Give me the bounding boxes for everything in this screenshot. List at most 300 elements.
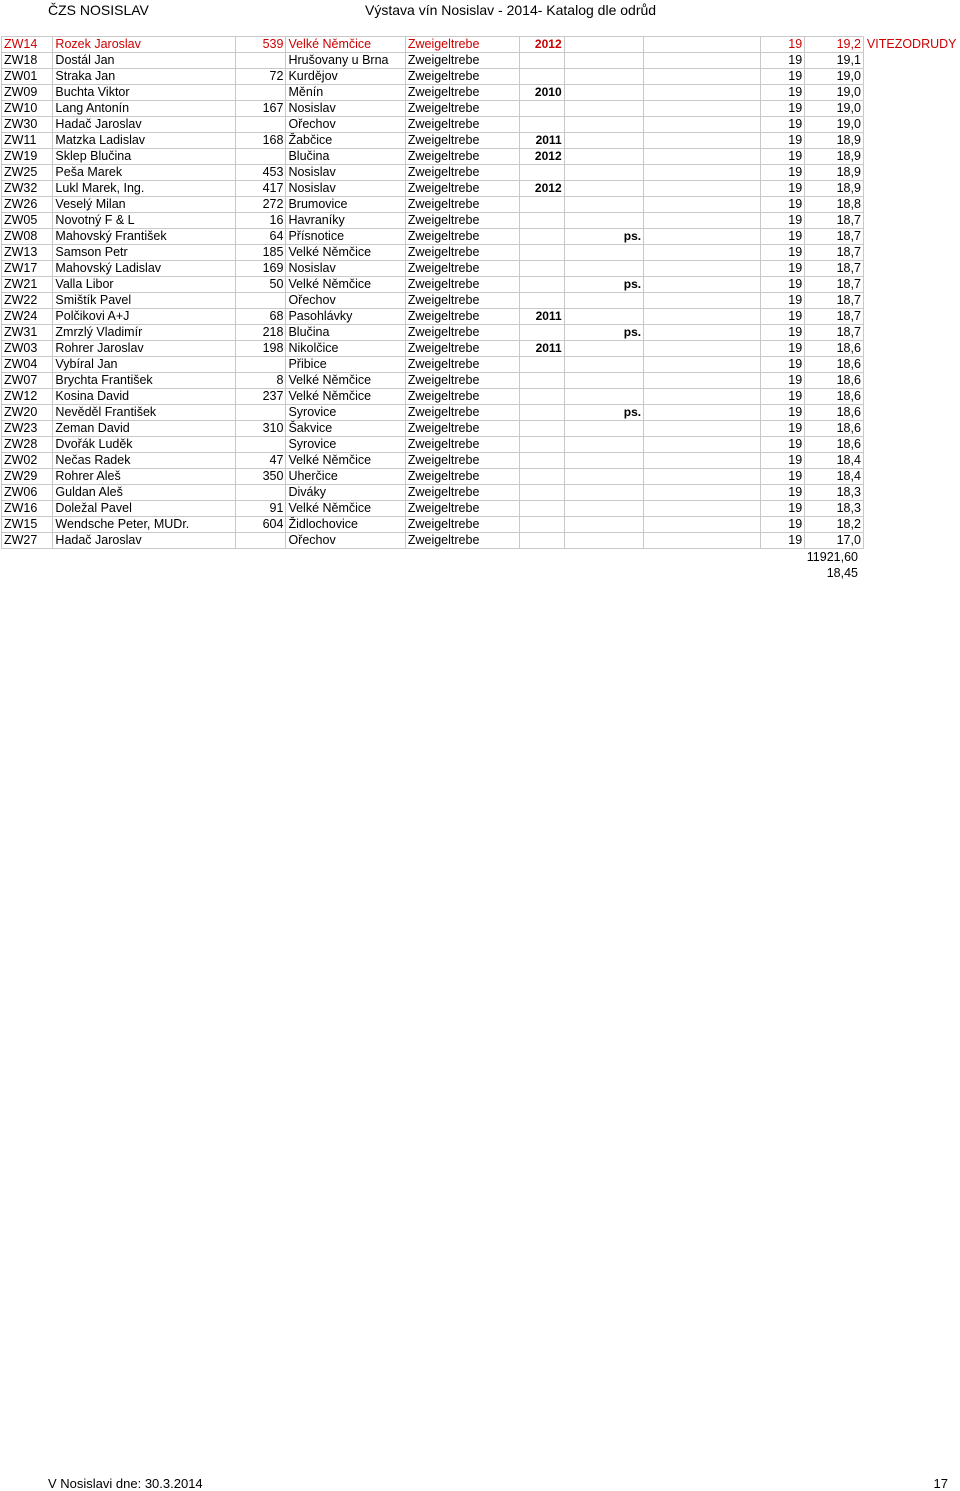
max-points-cell: 19: [761, 37, 805, 53]
score-cell: 17,0: [805, 533, 864, 549]
wine-code-cell: ZW04: [2, 357, 53, 373]
variety-cell: Zweigeltrebe: [405, 101, 519, 117]
table-row: [2, 149, 960, 165]
score-average: 18,45: [826, 566, 858, 580]
table-body: [2, 37, 960, 549]
max-points-cell: 19: [761, 197, 805, 213]
house-number-cell: [235, 437, 286, 453]
village-cell: Pasohlávky: [286, 309, 405, 325]
grower-name-cell: Dvořák Luděk: [53, 437, 235, 453]
award-note-cell: [863, 101, 959, 117]
max-points-cell: 19: [761, 213, 805, 229]
table-row: [2, 357, 960, 373]
empty-cell: [644, 261, 761, 277]
village-cell: Brumovice: [286, 197, 405, 213]
wine-attribute-cell: [564, 357, 644, 373]
empty-cell: [644, 133, 761, 149]
house-number-cell: 350: [235, 469, 286, 485]
wine-code-cell: ZW21: [2, 277, 53, 293]
table-row: [2, 309, 960, 325]
max-points-cell: 19: [761, 309, 805, 325]
table-row: [2, 389, 960, 405]
wine-code-cell: ZW27: [2, 533, 53, 549]
table-row: [2, 421, 960, 437]
grower-name-cell: Rozek Jaroslav: [53, 37, 235, 53]
variety-cell: Zweigeltrebe: [405, 69, 519, 85]
max-points-cell: 19: [761, 245, 805, 261]
wine-code-cell: ZW24: [2, 309, 53, 325]
village-cell: Blučina: [286, 149, 405, 165]
wine-attribute-cell: [564, 245, 644, 261]
score-cell: 18,9: [805, 165, 864, 181]
empty-cell: [644, 405, 761, 421]
wine-results-table: [1, 36, 960, 549]
award-note-cell: [863, 229, 959, 245]
variety-cell: Zweigeltrebe: [405, 357, 519, 373]
table-row: [2, 101, 960, 117]
house-number-cell: 198: [235, 341, 286, 357]
max-points-cell: 19: [761, 277, 805, 293]
house-number-cell: 50: [235, 277, 286, 293]
village-cell: Ořechov: [286, 293, 405, 309]
vintage-year-cell: [520, 69, 564, 85]
max-points-cell: 19: [761, 53, 805, 69]
variety-cell: Zweigeltrebe: [405, 373, 519, 389]
award-note-cell: [863, 341, 959, 357]
variety-cell: Zweigeltrebe: [405, 197, 519, 213]
award-note-cell: [863, 501, 959, 517]
wine-code-cell: ZW23: [2, 421, 53, 437]
score-cell: 19,0: [805, 85, 864, 101]
empty-cell: [644, 357, 761, 373]
score-cell: 19,0: [805, 69, 864, 85]
empty-cell: [644, 325, 761, 341]
wine-attribute-cell: [564, 421, 644, 437]
empty-cell: [644, 389, 761, 405]
vintage-year-cell: [520, 501, 564, 517]
empty-cell: [644, 229, 761, 245]
empty-cell: [644, 485, 761, 501]
variety-cell: Zweigeltrebe: [405, 277, 519, 293]
grower-name-cell: Peša Marek: [53, 165, 235, 181]
house-number-cell: 218: [235, 325, 286, 341]
house-number-cell: 68: [235, 309, 286, 325]
score-cell: 18,6: [805, 341, 864, 357]
max-points-cell: 19: [761, 357, 805, 373]
grower-name-cell: Hadač Jaroslav: [53, 533, 235, 549]
grower-name-cell: Smištík Pavel: [53, 293, 235, 309]
vintage-year-cell: [520, 405, 564, 421]
wine-code-cell: ZW18: [2, 53, 53, 69]
village-cell: Velké Němčice: [286, 389, 405, 405]
grower-name-cell: Rohrer Jaroslav: [53, 341, 235, 357]
table-row: [2, 517, 960, 533]
village-cell: Ořechov: [286, 117, 405, 133]
grower-name-cell: Rohrer Aleš: [53, 469, 235, 485]
table-row: [2, 341, 960, 357]
wine-attribute-cell: [564, 85, 644, 101]
table-row: [2, 85, 960, 101]
score-cell: 18,2: [805, 517, 864, 533]
award-note-cell: [863, 325, 959, 341]
grower-name-cell: Mahovský Ladislav: [53, 261, 235, 277]
house-number-cell: [235, 85, 286, 101]
village-cell: Nosislav: [286, 261, 405, 277]
wine-attribute-cell: [564, 197, 644, 213]
wine-code-cell: ZW19: [2, 149, 53, 165]
house-number-cell: 185: [235, 245, 286, 261]
grower-name-cell: Hadač Jaroslav: [53, 117, 235, 133]
table-row: [2, 197, 960, 213]
grower-name-cell: Samson Petr: [53, 245, 235, 261]
wine-attribute-cell: [564, 437, 644, 453]
grower-name-cell: Straka Jan: [53, 69, 235, 85]
max-points-cell: 19: [761, 181, 805, 197]
variety-cell: Zweigeltrebe: [405, 37, 519, 53]
house-number-cell: [235, 357, 286, 373]
empty-cell: [644, 453, 761, 469]
vintage-year-cell: [520, 117, 564, 133]
award-note-cell: [863, 293, 959, 309]
award-note-cell: [863, 469, 959, 485]
award-note-cell: [863, 133, 959, 149]
variety-cell: Zweigeltrebe: [405, 229, 519, 245]
empty-cell: [644, 149, 761, 165]
vintage-year-cell: [520, 101, 564, 117]
village-cell: Velké Němčice: [286, 453, 405, 469]
variety-cell: Zweigeltrebe: [405, 117, 519, 133]
empty-cell: [644, 517, 761, 533]
vintage-year-cell: [520, 357, 564, 373]
village-cell: Diváky: [286, 485, 405, 501]
wine-code-cell: ZW01: [2, 69, 53, 85]
wine-code-cell: ZW07: [2, 373, 53, 389]
max-points-cell: 19: [761, 421, 805, 437]
empty-cell: [644, 69, 761, 85]
wine-code-cell: ZW20: [2, 405, 53, 421]
village-cell: Přibice: [286, 357, 405, 373]
vintage-year-cell: [520, 485, 564, 501]
table-row: [2, 133, 960, 149]
vintage-year-cell: 2011: [520, 133, 564, 149]
wine-attribute-cell: [564, 533, 644, 549]
wine-code-cell: ZW15: [2, 517, 53, 533]
score-cell: 19,0: [805, 117, 864, 133]
variety-cell: Zweigeltrebe: [405, 533, 519, 549]
village-cell: Havraníky: [286, 213, 405, 229]
max-points-cell: 19: [761, 133, 805, 149]
award-note-cell: [863, 181, 959, 197]
page-header: [0, 0, 960, 20]
vintage-year-cell: [520, 293, 564, 309]
variety-cell: Zweigeltrebe: [405, 421, 519, 437]
vintage-year-cell: 2012: [520, 181, 564, 197]
village-cell: Nosislav: [286, 181, 405, 197]
grower-name-cell: Vybíral Jan: [53, 357, 235, 373]
max-points-cell: 19: [761, 389, 805, 405]
empty-cell: [644, 101, 761, 117]
max-points-cell: 19: [761, 533, 805, 549]
village-cell: Blučina: [286, 325, 405, 341]
grower-name-cell: Matzka Ladislav: [53, 133, 235, 149]
max-points-cell: 19: [761, 437, 805, 453]
max-points-cell: 19: [761, 485, 805, 501]
table-row: [2, 469, 960, 485]
vintage-year-cell: [520, 53, 564, 69]
house-number-cell: 64: [235, 229, 286, 245]
vintage-year-cell: [520, 373, 564, 389]
empty-cell: [644, 293, 761, 309]
variety-cell: Zweigeltrebe: [405, 85, 519, 101]
wine-code-cell: ZW10: [2, 101, 53, 117]
wine-code-cell: ZW32: [2, 181, 53, 197]
empty-cell: [644, 341, 761, 357]
wine-attribute-cell: [564, 309, 644, 325]
house-number-cell: [235, 485, 286, 501]
wine-attribute-cell: [564, 373, 644, 389]
score-cell: 18,4: [805, 453, 864, 469]
award-note-cell: [863, 421, 959, 437]
score-cell: 18,6: [805, 437, 864, 453]
award-note-cell: [863, 197, 959, 213]
score-cell: 18,8: [805, 197, 864, 213]
grower-name-cell: Buchta Viktor: [53, 85, 235, 101]
vintage-year-cell: [520, 277, 564, 293]
village-cell: Syrovice: [286, 437, 405, 453]
wine-code-cell: ZW12: [2, 389, 53, 405]
grower-name-cell: Nevěděl František: [53, 405, 235, 421]
award-note-cell: [863, 453, 959, 469]
award-note-cell: [863, 245, 959, 261]
max-points-cell: 19: [761, 469, 805, 485]
vintage-year-cell: [520, 421, 564, 437]
variety-cell: Zweigeltrebe: [405, 293, 519, 309]
max-points-cell: 19: [761, 373, 805, 389]
empty-cell: [644, 245, 761, 261]
wine-code-cell: ZW25: [2, 165, 53, 181]
grower-name-cell: Doležal Pavel: [53, 501, 235, 517]
wine-attribute-cell: [564, 133, 644, 149]
variety-cell: Zweigeltrebe: [405, 149, 519, 165]
empty-cell: [644, 501, 761, 517]
score-cell: 18,7: [805, 261, 864, 277]
village-cell: Nosislav: [286, 101, 405, 117]
village-cell: Měnín: [286, 85, 405, 101]
award-note-cell: [863, 213, 959, 229]
award-note-cell: [863, 533, 959, 549]
vintage-year-cell: [520, 197, 564, 213]
score-cell: 18,3: [805, 501, 864, 517]
empty-cell: [644, 533, 761, 549]
vintage-year-cell: [520, 469, 564, 485]
vintage-year-cell: [520, 261, 564, 277]
wine-attribute-cell: [564, 101, 644, 117]
max-points-cell: 19: [761, 453, 805, 469]
award-note-cell: [863, 373, 959, 389]
page-number: 17: [933, 1476, 948, 1491]
empty-cell: [644, 85, 761, 101]
wine-attribute-cell: [564, 517, 644, 533]
house-number-cell: 91: [235, 501, 286, 517]
score-cell: 18,6: [805, 421, 864, 437]
score-cell: 18,6: [805, 357, 864, 373]
empty-cell: [644, 37, 761, 53]
house-number-cell: 310: [235, 421, 286, 437]
variety-cell: Zweigeltrebe: [405, 341, 519, 357]
village-cell: Žabčice: [286, 133, 405, 149]
village-cell: Uherčice: [286, 469, 405, 485]
variety-cell: Zweigeltrebe: [405, 165, 519, 181]
award-note-cell: [863, 53, 959, 69]
village-cell: Nosislav: [286, 165, 405, 181]
score-cell: 18,7: [805, 325, 864, 341]
variety-cell: Zweigeltrebe: [405, 309, 519, 325]
score-cell: 18,4: [805, 469, 864, 485]
table-row: [2, 437, 960, 453]
grower-name-cell: Zmrzlý Vladimír: [53, 325, 235, 341]
score-cell: 18,3: [805, 485, 864, 501]
house-number-cell: 8: [235, 373, 286, 389]
vintage-year-cell: 2012: [520, 149, 564, 165]
score-cell: 18,7: [805, 229, 864, 245]
wine-code-cell: ZW31: [2, 325, 53, 341]
wine-code-cell: ZW14: [2, 37, 53, 53]
empty-cell: [644, 213, 761, 229]
village-cell: Nikolčice: [286, 341, 405, 357]
award-note-cell: [863, 69, 959, 85]
variety-cell: Zweigeltrebe: [405, 517, 519, 533]
score-cell: 18,9: [805, 181, 864, 197]
wine-code-cell: ZW29: [2, 469, 53, 485]
village-cell: Velké Němčice: [286, 37, 405, 53]
village-cell: Hrušovany u Brna: [286, 53, 405, 69]
table-row: [2, 325, 960, 341]
wine-attribute-cell: [564, 261, 644, 277]
table-row: [2, 261, 960, 277]
variety-cell: Zweigeltrebe: [405, 213, 519, 229]
table-row: [2, 485, 960, 501]
table-row: [2, 245, 960, 261]
score-cell: 19,1: [805, 53, 864, 69]
wine-attribute-cell: [564, 469, 644, 485]
house-number-cell: 16: [235, 213, 286, 229]
wine-attribute-cell: [564, 37, 644, 53]
table-row: [2, 213, 960, 229]
wine-attribute-cell: [564, 485, 644, 501]
max-points-cell: 19: [761, 229, 805, 245]
table-row: [2, 117, 960, 133]
award-note-cell: [863, 517, 959, 533]
wine-attribute-cell: [564, 293, 644, 309]
score-cell: 18,6: [805, 373, 864, 389]
house-number-cell: 47: [235, 453, 286, 469]
wine-attribute-cell: [564, 213, 644, 229]
award-note-cell: [863, 437, 959, 453]
award-note-cell: [863, 261, 959, 277]
wine-attribute-cell: [564, 389, 644, 405]
empty-cell: [644, 117, 761, 133]
wine-attribute-cell: [564, 165, 644, 181]
empty-cell: [644, 165, 761, 181]
empty-cell: [644, 181, 761, 197]
wine-code-cell: ZW26: [2, 197, 53, 213]
table-row: [2, 69, 960, 85]
wine-code-cell: ZW09: [2, 85, 53, 101]
vintage-year-cell: 2011: [520, 341, 564, 357]
wine-code-cell: ZW11: [2, 133, 53, 149]
score-cell: 18,7: [805, 245, 864, 261]
vintage-year-cell: [520, 213, 564, 229]
award-note-cell: [863, 149, 959, 165]
house-number-cell: [235, 405, 286, 421]
vintage-year-cell: 2012: [520, 37, 564, 53]
award-note-cell: [863, 165, 959, 181]
max-points-cell: 19: [761, 517, 805, 533]
max-points-cell: 19: [761, 117, 805, 133]
table-row: [2, 293, 960, 309]
empty-cell: [644, 421, 761, 437]
variety-cell: Zweigeltrebe: [405, 53, 519, 69]
wine-attribute-cell: [564, 181, 644, 197]
organization-name: ČZS NOSISLAV: [48, 2, 149, 18]
variety-cell: Zweigeltrebe: [405, 469, 519, 485]
wine-code-cell: ZW30: [2, 117, 53, 133]
grower-name-cell: Nečas Radek: [53, 453, 235, 469]
house-number-cell: [235, 533, 286, 549]
empty-cell: [644, 309, 761, 325]
award-note-cell: [863, 309, 959, 325]
house-number-cell: 272: [235, 197, 286, 213]
grower-name-cell: Dostál Jan: [53, 53, 235, 69]
table-row: [2, 373, 960, 389]
grower-name-cell: Brychta František: [53, 373, 235, 389]
score-cell: 18,9: [805, 149, 864, 165]
wine-code-cell: ZW02: [2, 453, 53, 469]
score-cell: 18,7: [805, 293, 864, 309]
table-row: [2, 533, 960, 549]
grower-name-cell: Sklep Blučina: [53, 149, 235, 165]
vintage-year-cell: 2011: [520, 309, 564, 325]
max-points-cell: 19: [761, 501, 805, 517]
wine-attribute-cell: [564, 453, 644, 469]
house-number-cell: 237: [235, 389, 286, 405]
variety-cell: Zweigeltrebe: [405, 245, 519, 261]
grower-name-cell: Polčikovi A+J: [53, 309, 235, 325]
vintage-year-cell: [520, 437, 564, 453]
vintage-year-cell: 2010: [520, 85, 564, 101]
award-note-cell: [863, 357, 959, 373]
house-number-cell: [235, 293, 286, 309]
vintage-year-cell: [520, 389, 564, 405]
max-points-cell: 19: [761, 341, 805, 357]
wine-attribute-cell: [564, 149, 644, 165]
village-cell: Přísnotice: [286, 229, 405, 245]
house-number-cell: 453: [235, 165, 286, 181]
award-note-cell: [863, 85, 959, 101]
wine-attribute-cell: [564, 117, 644, 133]
variety-cell: Zweigeltrebe: [405, 485, 519, 501]
max-points-cell: 19: [761, 101, 805, 117]
vintage-year-cell: [520, 325, 564, 341]
wine-code-cell: ZW03: [2, 341, 53, 357]
vintage-year-cell: [520, 245, 564, 261]
grower-name-cell: Veselý Milan: [53, 197, 235, 213]
score-cell: 19,0: [805, 101, 864, 117]
wine-attribute-cell: [564, 69, 644, 85]
empty-cell: [644, 373, 761, 389]
house-number-cell: 72: [235, 69, 286, 85]
footer-date: V Nosislavi dne: 30.3.2014: [48, 1476, 203, 1491]
